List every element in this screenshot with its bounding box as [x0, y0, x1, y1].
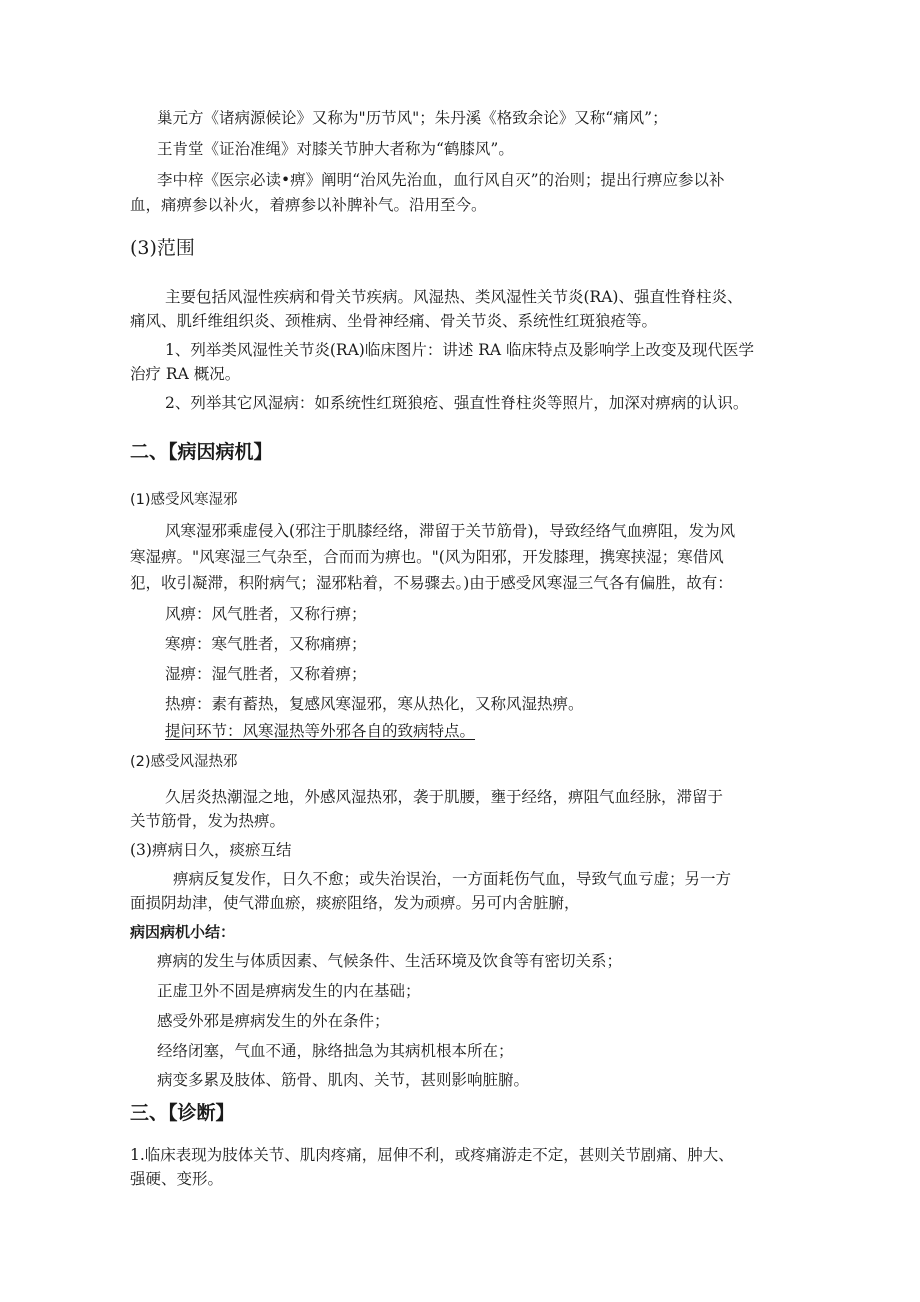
etiology-section-3-line-1: 痹病反复发作，日久不愈；或失治误治，一方面耗伤气血，导致气血亏虚；另一方 — [173, 870, 732, 888]
summary-title: 病因病机小结： — [130, 923, 236, 941]
scope-paragraph-line-2: 痛风、肌纤维组织炎、颈椎病、坐骨神经痛、骨关节炎、系统性红斑狼疮等。 — [130, 312, 658, 330]
diagnosis-paragraph-line-1: 1.临床表现为肢体关节、肌肉疼痛，屈伸不利，或疼痛游走不定，甚则关节剧痛、肿大、 — [130, 1146, 734, 1164]
wind-bi-item: 风痹：风气胜者，又称行痹； — [165, 605, 367, 623]
damp-bi-item: 湿痹：湿气胜者，又称着痹； — [165, 665, 367, 683]
summary-item-4: 经络闭塞，气血不通，脉络拙急为其病机根本所在； — [157, 1042, 514, 1060]
etiology-heading: 二、【病因病机】 — [130, 441, 273, 463]
history-paragraph-3-line-1: 李中梓《医宗必读•痹》阐明“治风先治血，血行风自灭”的治则；提出行痹应参以补 — [157, 171, 725, 189]
summary-item-2: 正虚卫外不固是痹病发生的内在基础； — [157, 982, 421, 1000]
etiology-section-1-line-1: 风寒湿邪乘虚侵入(邪注于肌膝经络，滞留于关节筋骨)，导致经络气血痹阻，发为风 — [165, 522, 736, 540]
history-paragraph-1: 巢元方《诸病源候论》又称为"历节风"；朱丹溪《格致余论》又称“痛风”； — [157, 109, 668, 127]
question-prompt: 提问环节：风寒湿热等外邪各自的致病特点。 — [165, 722, 476, 740]
cold-bi-item: 寒痹：寒气胜者，又称痛痹； — [165, 635, 367, 653]
etiology-section-3-title: (3)痹病日久，痰瘀互结 — [130, 841, 292, 859]
etiology-section-1-title: (1)感受风寒湿邪 — [130, 492, 238, 508]
diagnosis-paragraph-line-2: 强硬、变形。 — [130, 1170, 224, 1188]
scope-item-1-line-1: 1、列举类风湿性关节炎(RA)临床图片：讲述 RA 临床特点及影响学上改变及现代医学 — [165, 341, 755, 359]
heat-bi-item: 热痹：素有蓄热，复感风寒湿邪，寒从热化，又称风湿热痹。 — [165, 695, 584, 713]
etiology-section-1-line-2: 寒湿痹。"风寒湿三气杂至，合而而为痹也。"(风为阳邪，开发膝理，携寒挟湿；寒借风 — [130, 548, 724, 566]
scope-item-2: 2、列举其它风湿病：如系统性红斑狼疮、强直性脊柱炎等照片，加深对痹病的认识。 — [165, 394, 749, 412]
scope-item-1-line-2: 治疗 RA 概况。 — [130, 365, 241, 383]
etiology-section-2-title: (2)感受风湿热邪 — [130, 754, 238, 770]
scope-paragraph-line-1: 主要包括风湿性疾病和骨关节疾病。风湿热、类风湿性关节炎(RA)、强直性脊柱炎、 — [165, 288, 743, 306]
summary-item-5: 病变多累及肢体、筋骨、肌肉、关节，甚则影响脏腑。 — [157, 1071, 530, 1089]
diagnosis-heading: 三、【诊断】 — [130, 1102, 235, 1124]
summary-item-3: 感受外邪是痹病发生的外在条件； — [157, 1012, 390, 1030]
etiology-section-2-line-2: 关节筋骨，发为热痹。 — [130, 812, 286, 830]
history-paragraph-2: 王肯堂《证治准绳》对膝关节肿大者称为“鹤膝风”。 — [157, 140, 514, 158]
scope-heading: (3)范围 — [130, 237, 195, 259]
etiology-section-1-line-3: 犯，收引凝滞，积附病气；湿邪粘着，不易骤去。)由于感受风寒湿三气各有偏胜，故有： — [130, 574, 733, 592]
etiology-section-3-line-2: 面损阴劫津，使气滞血瘀，痰瘀阻络，发为顽痹。另可内舍脏腑， — [130, 894, 580, 912]
summary-item-1: 痹病的发生与体质因素、气候条件、生活环境及饮食等有密切关系； — [157, 952, 623, 970]
history-paragraph-3-line-2: 血，痛痹参以补火，着痹参以补脾补气。沿用至今。 — [130, 196, 487, 214]
etiology-section-2-line-1: 久居炎热潮湿之地，外感风湿热邪，袭于肌腰，壅于经络，痹阻气血经脉，滞留于 — [165, 788, 724, 806]
